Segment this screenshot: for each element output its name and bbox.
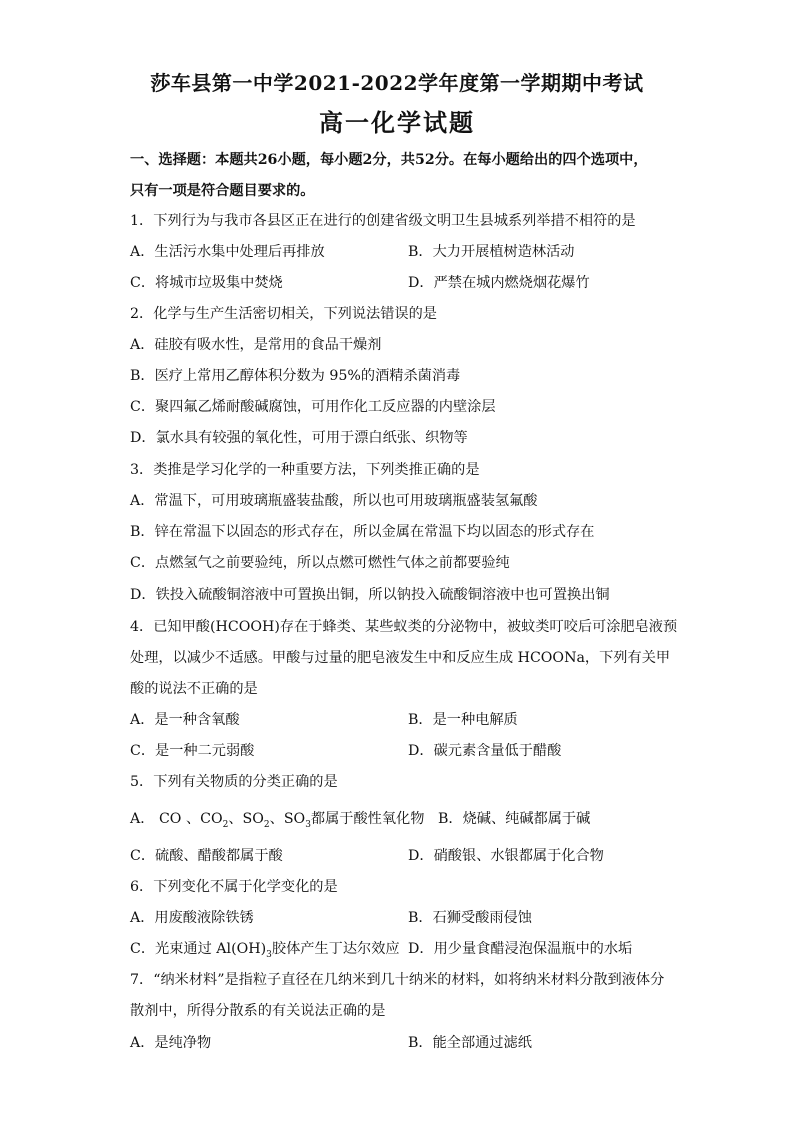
q5-option-a-text-3: 、SO — [269, 811, 306, 827]
q4-option-a: A．是一种含氧酸 — [130, 712, 240, 728]
q3-option-b: B．锌在常温下以固态的形式存在，所以金属在常温下均以固态的形式存在 — [130, 524, 595, 540]
q1-option-c: C．将城市垃圾集中焚烧 — [130, 275, 283, 291]
q7-option-b: B．能全部通过滤纸 — [408, 1035, 532, 1051]
q4-option-c: C．是一种二元弱酸 — [130, 743, 255, 759]
q3-option-a: A．常温下，可用玻璃瓶盛装盐酸，所以也可用玻璃瓶盛装氢氟酸 — [130, 493, 538, 509]
q5-option-a-text: A． CO 、CO — [130, 811, 223, 827]
q2-option-b: B．医疗上常用乙醇体积分数为 95%的酒精杀菌消毒 — [130, 368, 461, 384]
section-instruction-line2: 只有一项是符合题目要求的。 — [130, 183, 315, 199]
q6-option-b: B．石狮受酸雨侵蚀 — [408, 910, 532, 926]
q3-option-d: D．铁投入硫酸铜溶液中可置换出铜，所以钠投入硫酸铜溶液中也可置换出铜 — [130, 587, 610, 603]
q3-stem: 3．类推是学习化学的一种重要方法，下列类推正确的是 — [130, 462, 480, 478]
q4-option-d: D．碳元素含量低于醋酸 — [408, 743, 562, 759]
q5-subscript-3: 3 — [305, 819, 311, 830]
q4-stem-line2: 处理，以减少不适感。甲酸与过量的肥皂液发生中和反应生成 HCOONa，下列有关甲 — [130, 650, 671, 666]
exam-subtitle: 高一化学试题 — [319, 108, 475, 137]
q6-option-c-text-2: 胶体产生丁达尔效应 — [271, 941, 400, 957]
q5-option-a — [130, 809, 424, 835]
q2-option-c: C．聚四氟乙烯耐酸碱腐蚀，可用作化工反应器的内壁涂层 — [130, 399, 496, 415]
q6-stem: 6．下列变化不属于化学变化的是 — [130, 879, 338, 895]
q6-option-c — [130, 939, 400, 965]
q6-option-c-text: C．光束通过 Al(OH) — [130, 941, 267, 957]
q5-stem: 5．下列有关物质的分类正确的是 — [130, 774, 338, 790]
q5-option-a-text-4: 都属于酸性氧化物 — [310, 811, 425, 827]
q7-stem-line1: 7．“纳米材料”是指粒子直径在几纳米到几十纳米的材料，如将纳米材料分散到液体分 — [130, 972, 665, 988]
q7-stem-line2: 散剂中，所得分散系的有关说法正确的是 — [130, 1003, 386, 1019]
q5-option-c: C．硫酸、醋酸都属于酸 — [130, 848, 283, 864]
q4-stem-line1: 4．已知甲酸(HCOOH)存在于蜂类、某些蚁类的分泌物中，被蚊类叮咬后可涂肥皂液预 — [130, 619, 678, 635]
q1-option-b: B．大力开展植树造林活动 — [408, 244, 575, 260]
q5-option-d: D．硝酸银、水银都属于化合物 — [408, 848, 604, 864]
q5-subscript-2: 2 — [263, 819, 270, 830]
q4-option-b: B．是一种电解质 — [408, 712, 518, 728]
q6-option-a: A．用废酸液除铁锈 — [130, 910, 254, 926]
q2-stem: 2．化学与生产生活密切相关，下列说法错误的是 — [130, 306, 437, 322]
section-instruction-line1: 一、选择题：本题共26小题，每小题2分，共52分。在每小题给出的四个选项中， — [130, 152, 648, 168]
q5-option-a-text-2: 、SO — [228, 811, 264, 827]
q2-option-d: D．氯水具有较强的氧化性，可用于漂白纸张、织物等 — [130, 430, 468, 446]
q5-subscript-1: 2 — [222, 819, 229, 830]
q6-subscript: 3 — [266, 949, 272, 960]
q5-option-b: B．烧碱、纯碱都属于碱 — [438, 811, 591, 827]
q1-option-d: D．严禁在城内燃烧烟花爆竹 — [408, 275, 590, 291]
q1-option-a: A．生活污水集中处理后再排放 — [130, 244, 325, 260]
q2-option-a: A．硅胶有吸水性，是常用的食品干燥剂 — [130, 337, 382, 353]
q7-option-a: A．是纯净物 — [130, 1035, 212, 1051]
q3-option-c: C．点燃氢气之前要验纯，所以点燃可燃性气体之前都要验纯 — [130, 555, 510, 571]
q1-stem: 1．下列行为与我市各县区正在进行的创建省级文明卫生县城系列举措不相符的是 — [130, 213, 636, 229]
q4-stem-line3: 酸的说法不正确的是 — [130, 681, 258, 697]
exam-title: 莎车县第一中学2021-2022学年度第一学期期中考试 — [150, 71, 644, 95]
q6-option-d: D．用少量食醋浸泡保温瓶中的水垢 — [408, 941, 633, 957]
